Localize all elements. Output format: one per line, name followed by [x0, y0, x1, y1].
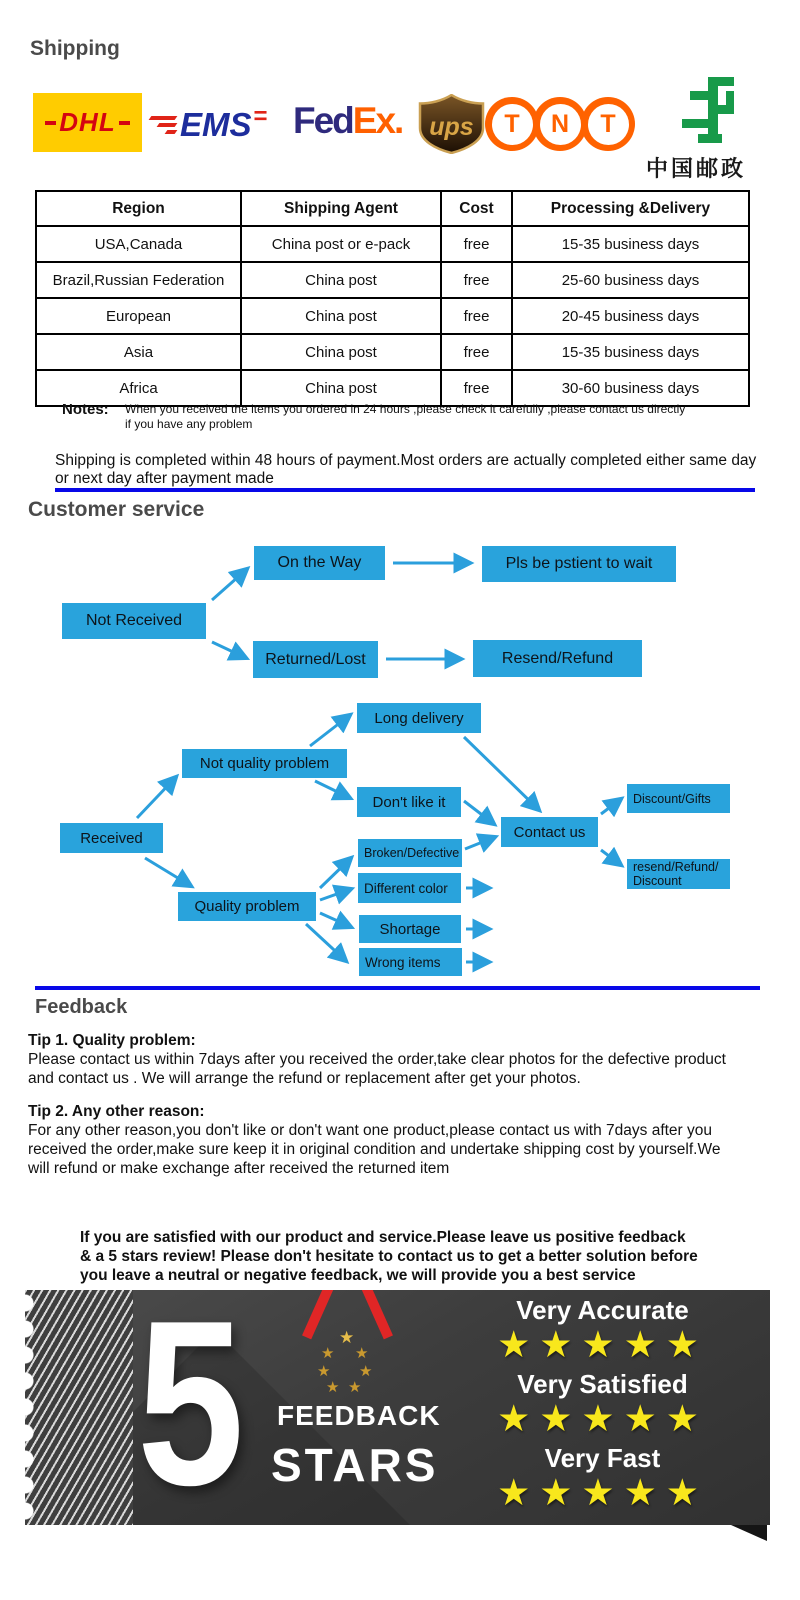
dhl-stripe: [119, 121, 130, 125]
col-header-region: Region: [36, 191, 241, 226]
col-header-delivery: Processing &Delivery: [512, 191, 749, 226]
ems-chevrons-icon: [150, 116, 176, 134]
medal-ribbon-icon: [302, 1290, 333, 1339]
cell-agent: China post or e-pack: [241, 226, 441, 262]
ems-logo-text: EMS: [180, 105, 252, 143]
cell-cost: free: [441, 226, 512, 262]
table-row: [36, 370, 749, 406]
medal-star-icon: ★: [355, 1344, 369, 1362]
flow-node-different-color: Different color: [358, 873, 461, 903]
fedex-logo-icon: [293, 100, 418, 142]
flow-node-discount-gifts: Discount/Gifts: [627, 784, 730, 813]
notes-label: Notes:: [62, 401, 109, 418]
table-row: [36, 262, 749, 298]
flow-node-long-delivery: Long delivery: [357, 703, 481, 733]
flow-node-shortage: Shortage: [359, 915, 461, 943]
satisfied-line: If you are satisfied with our product and service.Please leave us positive feedback: [80, 1229, 686, 1246]
cell-cost: free: [441, 334, 512, 370]
flow-node-contact-us: Contact us: [501, 817, 598, 847]
cell-delivery: 25-60 business days: [512, 262, 749, 298]
flow-node-dont-like-it: Don't like it: [357, 787, 461, 817]
medal-ribbon-icon: [362, 1290, 393, 1339]
medal-star-icon: ★: [321, 1344, 335, 1362]
cell-agent: China post: [241, 334, 441, 370]
feedback-banner: [25, 1290, 770, 1525]
shipping-completion-line: or next day after payment made: [55, 470, 274, 487]
fedex-fed-text: Fed: [293, 100, 353, 141]
rating-stars-icon: ★★★★★: [497, 1397, 708, 1440]
tnt-letter: T: [588, 104, 629, 145]
blue-divider: [35, 986, 760, 990]
flow-node-not-received: Not Received: [62, 603, 206, 639]
cell-region: Asia: [36, 334, 241, 370]
ems-equals-mark: =: [253, 102, 268, 130]
big-five-text: 5: [137, 1290, 245, 1525]
rating-label: Very Fast: [544, 1443, 661, 1473]
blue-divider: [55, 488, 755, 492]
feedback-heading: Feedback: [35, 996, 128, 1018]
notes-line: if you have any problem: [125, 417, 253, 431]
notes-line: When you received the items you ordered in 24 hours ,please check it carefully ,please contact us directly: [125, 402, 686, 416]
tip2-title: Tip 2. Any other reason:: [28, 1103, 205, 1120]
dhl-stripe: [45, 121, 56, 125]
flow-node-wrong-items: Wrong items: [359, 948, 462, 976]
cell-delivery: 15-35 business days: [512, 226, 749, 262]
col-header-cost: Cost: [441, 191, 512, 226]
cell-region: Brazil,Russian Federation: [36, 262, 241, 298]
cell-agent: China post: [241, 298, 441, 334]
tip2-line: will refund or make exchange after received the returned item: [28, 1160, 450, 1177]
cell-cost: free: [441, 298, 512, 334]
shipping-table: [35, 190, 750, 407]
cell-delivery: 15-35 business days: [512, 334, 749, 370]
dhl-logo-icon: [33, 93, 142, 152]
medal-star-icon: ★: [326, 1378, 340, 1396]
medal-star-icon: ★: [339, 1328, 355, 1348]
flow-node-received: Received: [60, 823, 163, 853]
cell-delivery: 20-45 business days: [512, 298, 749, 334]
rating-stars-icon: ★★★★★: [497, 1471, 708, 1514]
tnt-letter: T: [492, 104, 533, 145]
cell-agent: China post: [241, 370, 441, 406]
rating-stars-icon: ★★★★★: [497, 1323, 708, 1366]
cell-region: European: [36, 298, 241, 334]
flow-node-quality-problem: Quality problem: [178, 892, 316, 921]
table-header-row: [36, 191, 749, 226]
tip1-line: Please contact us within 7days after you received the order,take clear photos for the defective product: [28, 1051, 726, 1068]
stars-word: STARS: [271, 1439, 439, 1491]
medal-star-icon: ★: [359, 1362, 373, 1380]
svg-text:ups: ups: [429, 113, 474, 141]
flow-node-resend-refund-discount: resend/Refund/ Discount: [627, 859, 730, 889]
table-row: [36, 226, 749, 262]
flow-node-not-quality-problem: Not quality problem: [182, 749, 347, 778]
cell-agent: China post: [241, 262, 441, 298]
cell-cost: free: [441, 370, 512, 406]
flow-node-resend-refund: Resend/Refund: [473, 640, 642, 677]
medal-star-icon: ★: [317, 1362, 331, 1380]
shipping-heading: Shipping: [30, 37, 120, 60]
satisfied-line: you leave a neutral or negative feedback, we will provide you a best service: [80, 1267, 636, 1284]
flow-node-on-the-way: On the Way: [254, 546, 385, 580]
table-row: [36, 298, 749, 334]
fedex-ex-text: Ex.: [352, 100, 403, 141]
cell-cost: free: [441, 262, 512, 298]
flow-node-pls-wait: Pls be pstient to wait: [482, 546, 676, 582]
banner-corner-fold: [731, 1525, 767, 1541]
dhl-logo-text: DHL: [59, 107, 116, 137]
cell-region: Africa: [36, 370, 241, 406]
flow-node-broken-defective: Broken/Defective: [358, 839, 462, 867]
tip2-line: received the order,make sure keep it in original condition and undertake shipping cost by yourself.We: [28, 1141, 721, 1158]
flow-node-returned-lost: Returned/Lost: [253, 641, 378, 678]
cell-region: USA,Canada: [36, 226, 241, 262]
rating-label: Very Satisfied: [517, 1369, 688, 1399]
customer-service-heading: Customer service: [28, 498, 205, 521]
tnt-letter: N: [540, 104, 581, 145]
shipping-completion-line: Shipping is completed within 48 hours of payment.Most orders are actually completed either same day: [55, 452, 757, 469]
china-post-logo-text: 中国邮政: [646, 156, 747, 181]
col-header-agent: Shipping Agent: [241, 191, 441, 226]
rating-label: Very Accurate: [516, 1295, 689, 1325]
medal-star-icon: ★: [348, 1378, 362, 1396]
china-post-emblem-icon: [672, 77, 746, 152]
feedback-word: FEEDBACK: [277, 1400, 441, 1431]
ems-logo-icon: [150, 102, 285, 147]
tnt-logo-icon: [491, 97, 635, 151]
cell-delivery: 30-60 business days: [512, 370, 749, 406]
ups-logo-icon: [418, 94, 485, 159]
ratings-column: [455, 1296, 750, 1518]
ticket-stripes: [25, 1290, 133, 1525]
tip2-line: For any other reason,you don't like or don't want one product,please contact us with 7days after you: [28, 1122, 713, 1139]
tip1-title: Tip 1. Quality problem:: [28, 1032, 196, 1049]
table-row: [36, 334, 749, 370]
satisfied-line: & a 5 stars review! Please don't hesitate to contact us to get a better solution before: [80, 1248, 698, 1265]
tip1-line: and contact us . We will arrange the refund or replacement after get your photos.: [28, 1070, 581, 1087]
